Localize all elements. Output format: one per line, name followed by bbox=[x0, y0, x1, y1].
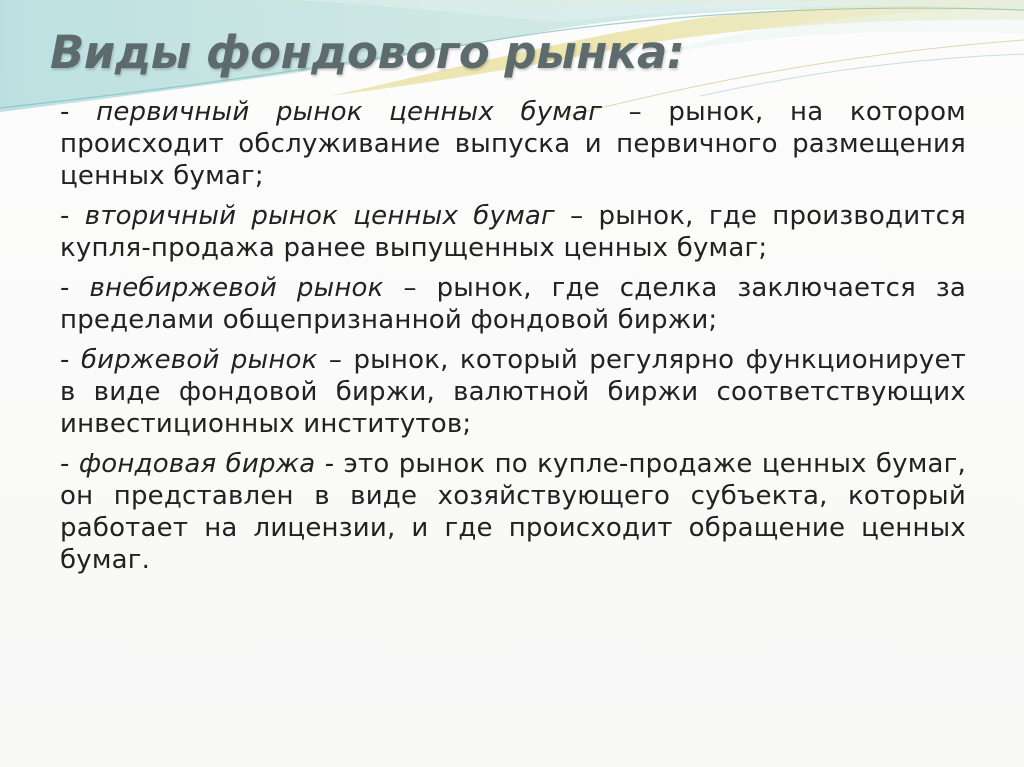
item-dash: - bbox=[60, 201, 85, 231]
item-term: биржевой рынок bbox=[80, 345, 318, 375]
item-term: внебиржевой рынок bbox=[89, 273, 384, 303]
list-item-primary-market bbox=[60, 96, 966, 192]
list-item-exchange-market bbox=[60, 344, 966, 440]
item-dash: - bbox=[60, 345, 81, 375]
item-definition: – рынок, где сделка заключается за пределами общепризнанной фондовой биржи; bbox=[60, 273, 967, 335]
item-definition: – рынок, который регулярно функционирует в виде фондовой биржи, валютной биржи соответствующих инвестиционных институтов; bbox=[60, 345, 967, 439]
slide-body bbox=[60, 96, 966, 584]
list-item-secondary-market bbox=[60, 200, 966, 264]
swoosh-line-3 bbox=[700, 54, 1024, 96]
list-item-stock-exchange bbox=[60, 448, 966, 576]
item-definition: это рынок по купле-продаже ценных бумаг, он представлен в виде хозяйствующего субъекта, который работает на лицензии, и где происходит обращение ценных бумаг. bbox=[60, 449, 966, 575]
item-definition: – рынок, где производится купля-продажа ранее выпущенных ценных бумаг; bbox=[60, 201, 966, 263]
item-definition: – рынок, на котором происходит обслуживание выпуска и первичного размещения ценных бумаг; bbox=[60, 97, 967, 191]
item-term: вторичный рынок ценных бумаг bbox=[84, 201, 555, 231]
slide-title: Виды фондового рынка: bbox=[50, 26, 685, 79]
item-dash: - bbox=[60, 449, 79, 479]
item-dash: - bbox=[60, 273, 90, 303]
item-dash: - bbox=[60, 97, 97, 127]
item-term: фондовая биржа - bbox=[78, 449, 335, 479]
list-item-otc-market bbox=[60, 272, 966, 336]
item-term: первичный рынок ценных бумаг bbox=[96, 97, 603, 127]
